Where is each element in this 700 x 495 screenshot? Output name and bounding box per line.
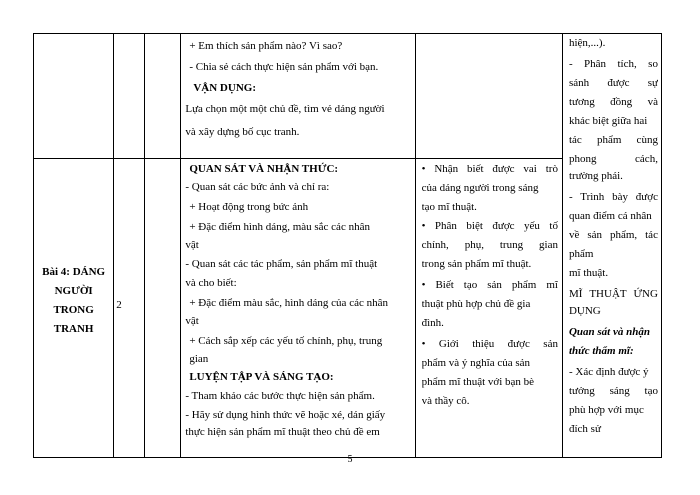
activities-cell	[181, 159, 415, 458]
competency-line: phù hợp với mục	[568, 404, 644, 416]
activity-line: + Đặc điểm hình dáng, màu sắc các nhân	[189, 221, 370, 233]
activity-line: - Tham khảo các bước thực hiện sản phẩm.	[185, 390, 375, 402]
competency-line: mĩ thuật.	[568, 267, 609, 279]
objective-line: • Biết tạo sản phẩm mĩ	[421, 279, 558, 291]
objective-line: tạo mĩ thuật.	[421, 201, 477, 213]
competency-line: quan điểm cá nhân	[568, 210, 652, 222]
competency-line: - Xác định được ý	[568, 366, 649, 378]
activity-line: - Hãy sử dụng hình thức vẽ hoặc xé, dán giấy	[185, 409, 386, 421]
competency-line: phong cách,	[568, 153, 658, 165]
activity-line: gian	[189, 353, 209, 365]
objective-line: đình.	[421, 317, 444, 329]
activity-line: thực hiện sản phẩm mĩ thuật theo chủ đề em	[185, 426, 380, 438]
objectives-cell	[415, 159, 562, 458]
competency-line: tác phẩm cùng	[568, 134, 658, 146]
activity-line: Lựa chọn một một chủ đề, tìm vẻ dáng người	[185, 103, 385, 115]
lesson-title-line: TRONG	[53, 304, 94, 316]
page-number: 5	[347, 454, 353, 465]
section-heading: QUAN SÁT VÀ NHẬN THỨC:	[189, 163, 339, 175]
activity-line: vật	[185, 315, 199, 327]
competency-line: phẩm	[568, 248, 594, 260]
competency-line: trường phái.	[568, 170, 623, 182]
objective-line: phẩm mĩ thuật với bạn bè	[421, 376, 535, 388]
activities-cell	[181, 34, 415, 159]
lesson-title-line: NGƯỜI	[54, 285, 93, 297]
lesson-cell	[34, 34, 114, 159]
activity-line: và cho biết:	[185, 277, 237, 289]
objective-line: thuật phù hợp chủ đề gia	[421, 298, 531, 310]
activity-line: - Quan sát các bức ảnh và chỉ ra:	[185, 181, 330, 193]
objective-line: • Nhận biết được vai trò	[421, 163, 558, 175]
activity-line: + Hoạt động trong bức ảnh	[189, 201, 309, 213]
competency-line: sánh được sự	[568, 77, 658, 89]
competency-heading: DỤNG	[568, 305, 601, 317]
lesson-title	[34, 159, 113, 339]
table-row	[34, 34, 673, 159]
lesson-title-line: TRANH	[53, 323, 94, 335]
objective-line: • Giới thiệu được sản	[421, 338, 558, 350]
competency-line: về sản phẩm, tác	[568, 229, 658, 241]
activity-line: và xây dựng bố cục tranh.	[185, 126, 300, 138]
competency-line: khác biệt giữa hai	[568, 115, 648, 127]
competency-heading: MĨ THUẬT ỨNG	[568, 288, 658, 300]
objective-line: của dáng người trong sáng	[421, 182, 539, 194]
section-heading: VẬN DỤNG:	[193, 82, 256, 94]
competency-subheading: Quan sát và nhận	[568, 326, 650, 338]
objective-line: và thầy cô.	[421, 395, 470, 407]
objective-line: phẩm và ý nghĩa của sản	[421, 357, 531, 369]
competency-line: tưởng sáng tạo	[568, 385, 658, 397]
activity-line: vật	[185, 239, 199, 251]
blank-cell	[145, 34, 181, 159]
activity-line: + Đặc điểm màu sắc, hình dáng của các nhân	[189, 297, 388, 309]
competency-line: - Trình bày được	[568, 191, 658, 203]
objective-line: trong sản phẩm mĩ thuật.	[421, 258, 532, 270]
competencies-cell	[562, 34, 661, 458]
periods-cell	[114, 159, 145, 458]
competency-line: - Phân tích, so	[568, 58, 658, 70]
competency-line: đích sử	[568, 423, 601, 435]
periods-value: 2	[116, 299, 122, 311]
objectives-cell	[415, 34, 562, 159]
objective-line: • Phân biệt được yếu tố	[421, 220, 558, 232]
lesson-title-line: Bài 4: DÁNG	[42, 266, 106, 278]
competency-line: tương đồng và	[568, 96, 658, 108]
activity-line: + Cách sắp xếp các yếu tố chính, phụ, trung	[189, 335, 383, 347]
lesson-plan-table	[33, 33, 673, 458]
activity-line: - Chia sẻ cách thực hiện sản phẩm với bạn.	[189, 61, 379, 73]
periods-cell	[114, 34, 145, 159]
blank-cell	[145, 159, 181, 458]
activity-line: - Quan sát các tác phẩm, sản phẩm mĩ thuật	[185, 258, 378, 270]
competency-subheading: thức thẩm mĩ:	[568, 345, 634, 357]
section-heading: LUYỆN TẬP VÀ SÁNG TẠO:	[189, 371, 334, 383]
objective-line: chính, phụ, trung gian	[421, 239, 558, 251]
lesson-cell	[34, 159, 114, 458]
competency-line: hiện,...).	[568, 37, 606, 49]
activity-line: + Em thích sản phẩm nào? Vì sao?	[189, 40, 343, 52]
